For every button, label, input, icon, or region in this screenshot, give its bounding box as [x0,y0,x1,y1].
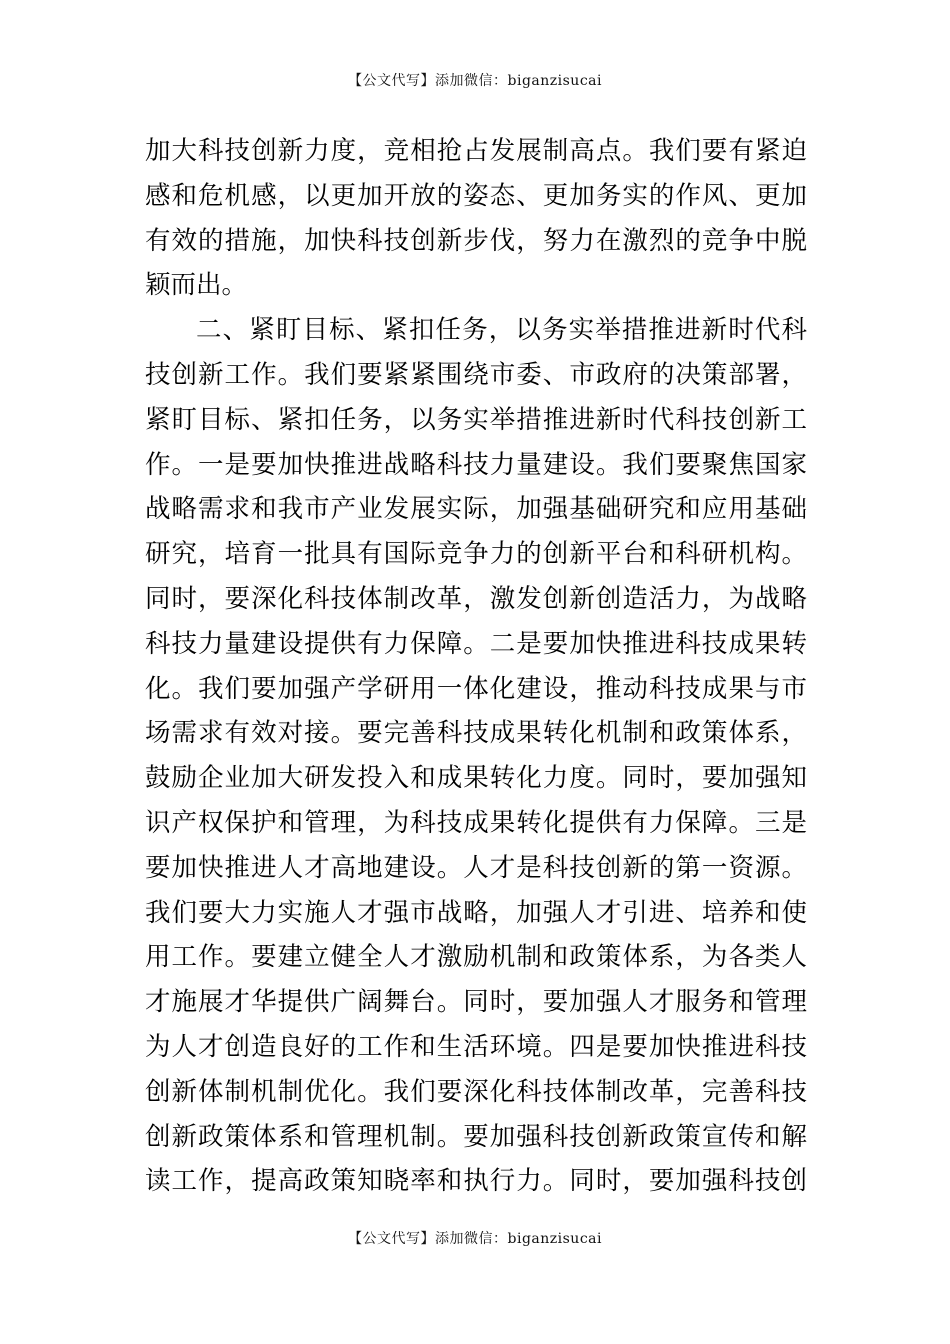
document-body [145,129,807,1204]
text-line: 感和危机感，以更加开放的姿态、更加务实的作风、更加 [145,180,807,211]
paragraph-1 [145,129,807,308]
text-line: 创新体制机制优化。我们要深化科技体制改革，完善科技 [145,1076,807,1107]
text-line: 加大科技创新力度，竞相抢占发展制高点。我们要有紧迫 [145,136,807,166]
text-line: 用工作。要建立健全人才激励机制和政策体系，为各类人 [145,942,807,973]
text-line: 同时，要深化科技体制改革，激发创新创造活力，为战略 [145,583,807,614]
text-line: 为人才创造良好的工作和生活环境。四是要加快推进科技 [145,1031,807,1062]
text-line: 才施展才华提供广阔舞台。同时，要加强人才服务和管理 [145,987,807,1018]
text-line: 颖而出。 [145,270,248,301]
text-line: 我们要大力实施人才强市战略，加强人才引进、培养和使 [145,897,807,928]
paragraph-2 [145,308,807,1204]
text-line: 鼓励企业加大研发投入和成果转化力度。同时，要加强知 [145,763,807,794]
text-line: 识产权保护和管理，为科技成果转化提供有力保障。三是 [145,807,807,838]
page-header: 【公文代写】添加微信：biganzisucai [348,73,602,89]
text-line: 创新政策体系和管理机制。要加强科技创新政策宣传和解 [145,1121,807,1152]
text-line: 要加快推进人才高地建设。人才是科技创新的第一资源。 [145,852,807,883]
text-line: 紧盯目标、紧扣任务，以务实举措推进新时代科技创新工 [145,404,807,435]
text-line: 二、紧盯目标、紧扣任务，以务实举措推进新时代科 [196,315,807,346]
text-line: 有效的措施，加快科技创新步伐，努力在激烈的竞争中脱 [145,225,807,256]
text-line: 研究，培育一批具有国际竞争力的创新平台和科研机构。 [145,539,807,570]
page-footer: 【公文代写】添加微信：biganzisucai [348,1231,602,1247]
text-line: 战略需求和我市产业发展实际，加强基础研究和应用基础 [145,494,807,525]
text-line: 场需求有效对接。要完善科技成果转化机制和政策体系， [145,718,807,749]
text-line: 化。我们要加强产学研用一体化建设，推动科技成果与市 [145,673,807,704]
text-line: 技创新工作。我们要紧紧围绕市委、市政府的决策部署， [145,359,807,390]
text-line: 科技力量建设提供有力保障。二是要加快推进科技成果转 [145,628,807,659]
text-line: 作。一是要加快推进战略科技力量建设。我们要聚焦国家 [145,449,807,480]
text-line: 读工作，提高政策知晓率和执行力。同时，要加强科技创 [145,1166,807,1197]
